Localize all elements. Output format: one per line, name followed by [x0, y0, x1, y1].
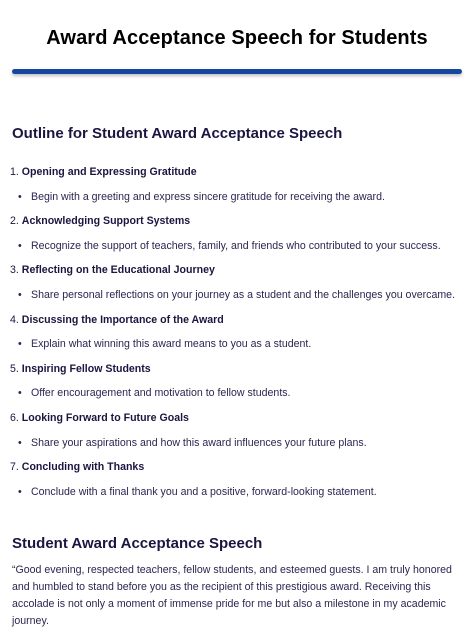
outline-item-text: Reflecting on the Educational Journey [21, 264, 215, 276]
outline-item-title [10, 412, 189, 424]
outline-item-bullet [18, 240, 441, 252]
outline-item-text: Discussing the Importance of the Award [21, 314, 224, 326]
outline-item-number: 5. [10, 363, 19, 375]
bullet-dot-icon: • [18, 240, 22, 252]
outline-bullet-text: Conclude with a final thank you and a positive, forward-looking statement. [31, 486, 377, 498]
bullet-dot-icon: • [18, 338, 22, 350]
outline-bullet-text: Share personal reflections on your journey as a student and the challenges you overcame. [31, 289, 456, 301]
outline-bullet-text: Explain what winning this award means to you as a student. [31, 338, 312, 350]
title-divider [12, 69, 462, 74]
outline-heading: Outline for Student Award Acceptance Speech [12, 125, 343, 142]
outline-item-text: Looking Forward to Future Goals [21, 412, 189, 424]
outline-item-text: Inspiring Fellow Students [21, 363, 151, 375]
outline-bullet-text: Share your aspirations and how this award influences your future plans. [31, 437, 367, 449]
speech-paragraph: “Good evening, respected teachers, fellow students, and esteemed guests. I am truly honored and humbled to stand before you as the recipient of this prestigious award. Receiving this accolade is not only a moment of immense pride for me but also a milestone in my academic journey. [12, 564, 452, 627]
bullet-dot-icon: • [18, 486, 22, 498]
outline-item-bullet [18, 289, 455, 301]
outline-item-bullet [18, 387, 291, 399]
outline-item-bullet [18, 338, 311, 350]
outline-item-bullet [18, 191, 385, 203]
speech-heading: Student Award Acceptance Speech [12, 535, 263, 552]
bullet-dot-icon: • [18, 289, 22, 301]
outline-item-number: 3. [10, 264, 19, 276]
bullet-dot-icon: • [18, 387, 22, 399]
outline-item-title [10, 215, 190, 227]
bullet-dot-icon: • [18, 437, 22, 449]
outline-item-text: Concluding with Thanks [21, 461, 145, 473]
outline-item-bullet [18, 486, 377, 498]
document-title: Award Acceptance Speech for Students [46, 27, 428, 49]
outline-item-title [10, 363, 151, 375]
outline-item-title [10, 314, 224, 326]
outline-item-number: 7. [10, 461, 19, 473]
outline-item-number: 1. [10, 166, 19, 178]
outline-bullet-text: Offer encouragement and motivation to fellow students. [31, 387, 291, 399]
outline-item-title [10, 264, 215, 276]
outline-item-number: 4. [10, 314, 19, 326]
outline-item-number: 6. [10, 412, 19, 424]
outline-item-title [10, 461, 144, 473]
outline-item-text: Acknowledging Support Systems [21, 215, 191, 227]
bullet-dot-icon: • [18, 191, 22, 203]
outline-item-bullet [18, 437, 367, 449]
outline-item-title [10, 166, 197, 178]
outline-item-text: Opening and Expressing Gratitude [21, 166, 197, 178]
outline-bullet-text: Begin with a greeting and express sincere gratitude for receiving the award. [31, 191, 385, 203]
outline-bullet-text: Recognize the support of teachers, family, and friends who contributed to your success. [31, 240, 441, 252]
outline-item-number: 2. [10, 215, 19, 227]
